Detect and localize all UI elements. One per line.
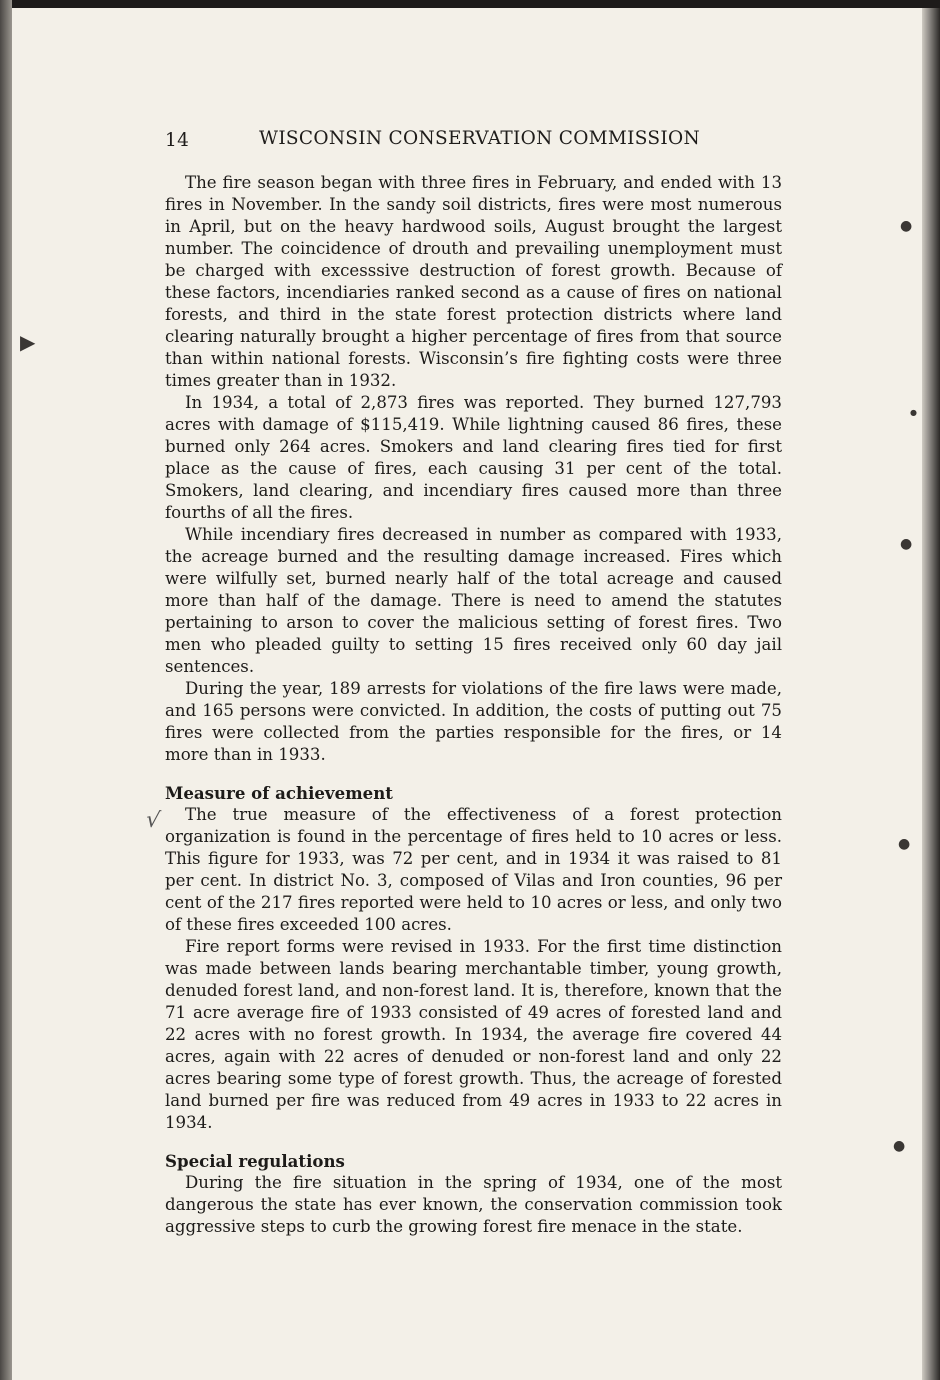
binding-hole-icon: ● bbox=[893, 1138, 906, 1154]
section-heading-achievement: Measure of achievement bbox=[165, 783, 393, 803]
page-number: 14 bbox=[165, 130, 190, 151]
paragraph: Fire report forms were revised in 1933. For the first time distinction was made between lands bearing merchantable timber, young growth, denuded forest land, and non-forest land. It is, therefore, known that the 71 acre average fire of 1933 consisted of 49 acres of forested land and 22 acres with no forest growth. In 1934, the average fire covered 44 acres, again with 22 acres of denuded or non-forest land and only 22 acres bearing some type of forest growth. Thus, the acreage of forested land burned per fire was reduced from 49 acres in 1933 to 22 acres in 1934. bbox=[165, 937, 782, 1132]
section-heading-regulations: Special regulations bbox=[165, 1151, 345, 1171]
speck-icon: ● bbox=[910, 408, 917, 417]
paragraph: During the fire situation in the spring of 1934, one of the most dangerous the state has ever known, the conservation commission took aggressive steps to curb the growing forest fire menace in the state. bbox=[165, 1173, 782, 1236]
binding-hole-icon: ● bbox=[898, 836, 911, 852]
paragraph: While incendiary fires decreased in number as compared with 1933, the acreage burned and the resulting damage increased. Fires which were wilfully set, burned nearly half of the total acreage and caused more than half of the damage. There is need to amend the statutes pertaining to arson to cover the malicious setting of forest fires. Two men who pleaded guilty to setting 15 fires received only 60 day jail sentences. bbox=[165, 525, 782, 676]
binding-hole-icon: ● bbox=[900, 218, 913, 234]
paragraph: During the year, 189 arrests for violations of the fire laws were made, and 165 persons were convicted. In addition, the costs of putting out 75 fires were collected from the parties responsible for the fires, or 14 more than in 1933. bbox=[165, 679, 782, 764]
paragraph: The fire season began with three fires in February, and ended with 13 fires in November. In the sandy soil districts, fires were most numerous in April, but on the heavy hardwood soils, August brought the largest number. The coincidence of drouth and prevailing unemployment must be charged with excesssive destruction of forest growth. Because of these factors, incendiaries ranked second as a cause of fires on national forests, and third in the state forest protection districts where land clearing naturally brought a higher percentage of fires from that source than within national forests. Wisconsin’s fire fighting costs were three times greater than in 1932. bbox=[165, 173, 782, 390]
running-title: WISCONSIN CONSERVATION COMMISSION bbox=[259, 128, 700, 149]
binding-hole-icon: ● bbox=[900, 536, 913, 552]
paragraph: The true measure of the effectiveness of a forest protection organization is found in the percentage of fires held to 10 acres or less. This figure for 1933, was 72 per cent, and in 1934 it was raised to 81 per cent. In district No. 3, composed of Vilas and Iron counties, 96 per cent of the 217 fires reported were held to 10 acres or less, and only two of these fires exceeded 100 acres. bbox=[165, 805, 782, 934]
paragraph: In 1934, a total of 2,873 fires was reported. They burned 127,793 acres with damage of $115,419. While lightning caused 86 fires, these burned only 264 acres. Smokers and land clearing fires tied for first place as the cause of fires, each causing 31 per cent of the total. Smokers, land clearing, and incendiary fires caused more than three fourths of all the fires. bbox=[165, 393, 782, 522]
body-text bbox=[165, 172, 782, 1238]
scan-left-edge bbox=[0, 0, 12, 1380]
check-mark-icon: √ bbox=[144, 807, 162, 834]
scan-right-edge bbox=[922, 8, 940, 1380]
edge-notch-icon: ▶ bbox=[20, 330, 36, 354]
running-header bbox=[165, 128, 785, 158]
scan-top-edge bbox=[0, 0, 940, 8]
